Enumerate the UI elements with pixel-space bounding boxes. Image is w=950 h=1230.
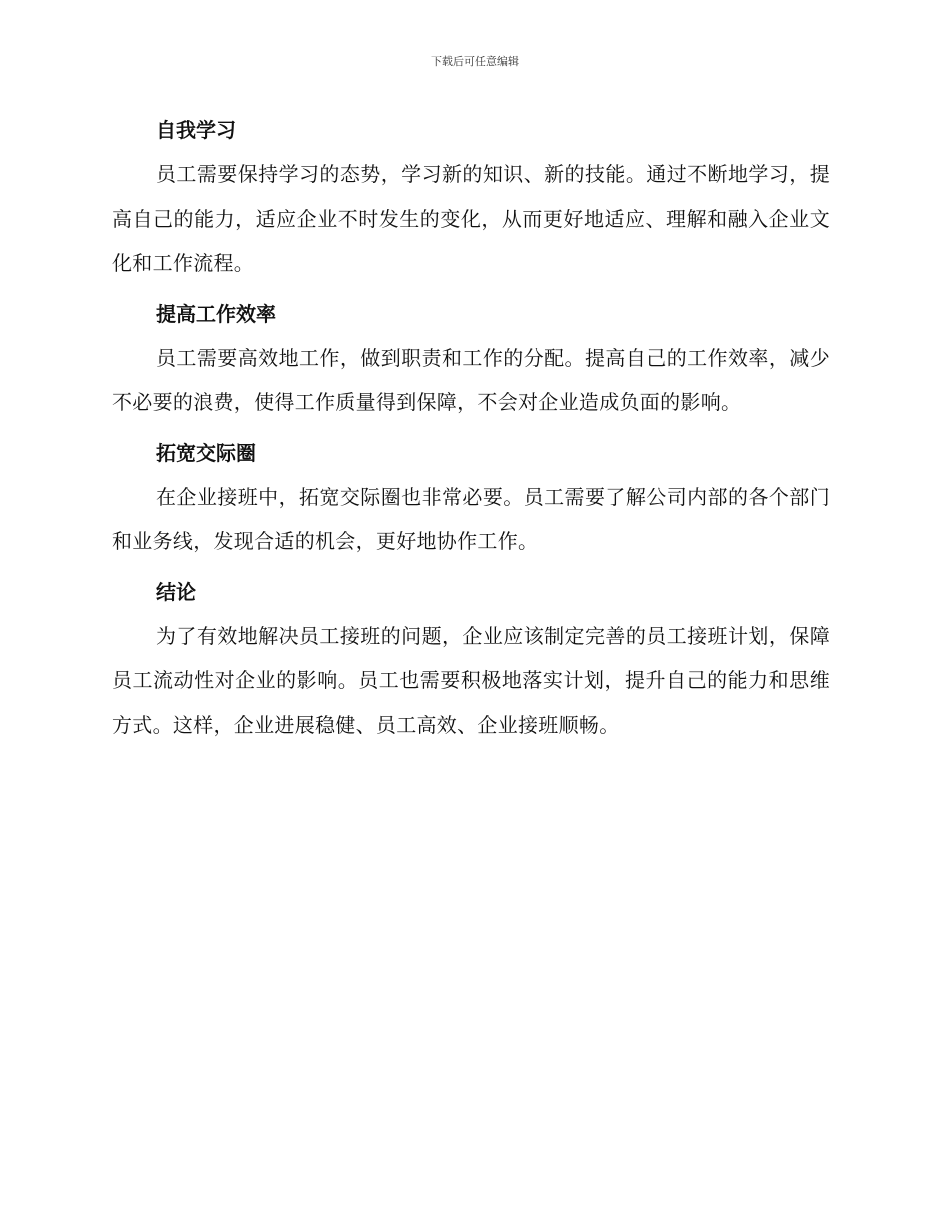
section-paragraph-network: 在企业接班中，拓宽交际圈也非常必要。员工需要了解公司内部的各个部门和业务线，发现合适的机会，更好地协作工作。 bbox=[112, 484, 830, 553]
section-heading-self-learning: 自我学习 bbox=[156, 118, 236, 142]
section-paragraph-self-learning: 员工需要保持学习的态势，学习新的知识、新的技能。通过不断地学习，提高自己的能力，适应企业不时发生的变化，从而更好地适应、理解和融入企业文化和工作流程。 bbox=[112, 162, 830, 275]
section-heading-conclusion: 结论 bbox=[156, 579, 196, 604]
section-paragraph-conclusion: 为了有效地解决员工接班的问题，企业应该制定完善的员工接班计划，保障员工流动性对企业的影响。员工也需要积极地落实计划，提升自己的能力和思维方式。这样，企业进展稳健、员工高效、企业接班顺畅。 bbox=[112, 623, 830, 737]
section-paragraph-efficiency: 员工需要高效地工作，做到职责和工作的分配。提高自己的工作效率，减少不必要的浪费，使得工作质量得到保障，不会对企业造成负面的影响。 bbox=[112, 345, 830, 414]
document-body bbox=[112, 108, 830, 747]
section-heading-network: 拓宽交际圈 bbox=[156, 440, 256, 465]
page-header: 下载后可任意编辑 bbox=[431, 55, 519, 68]
section-heading-efficiency: 提高工作效率 bbox=[156, 301, 276, 326]
